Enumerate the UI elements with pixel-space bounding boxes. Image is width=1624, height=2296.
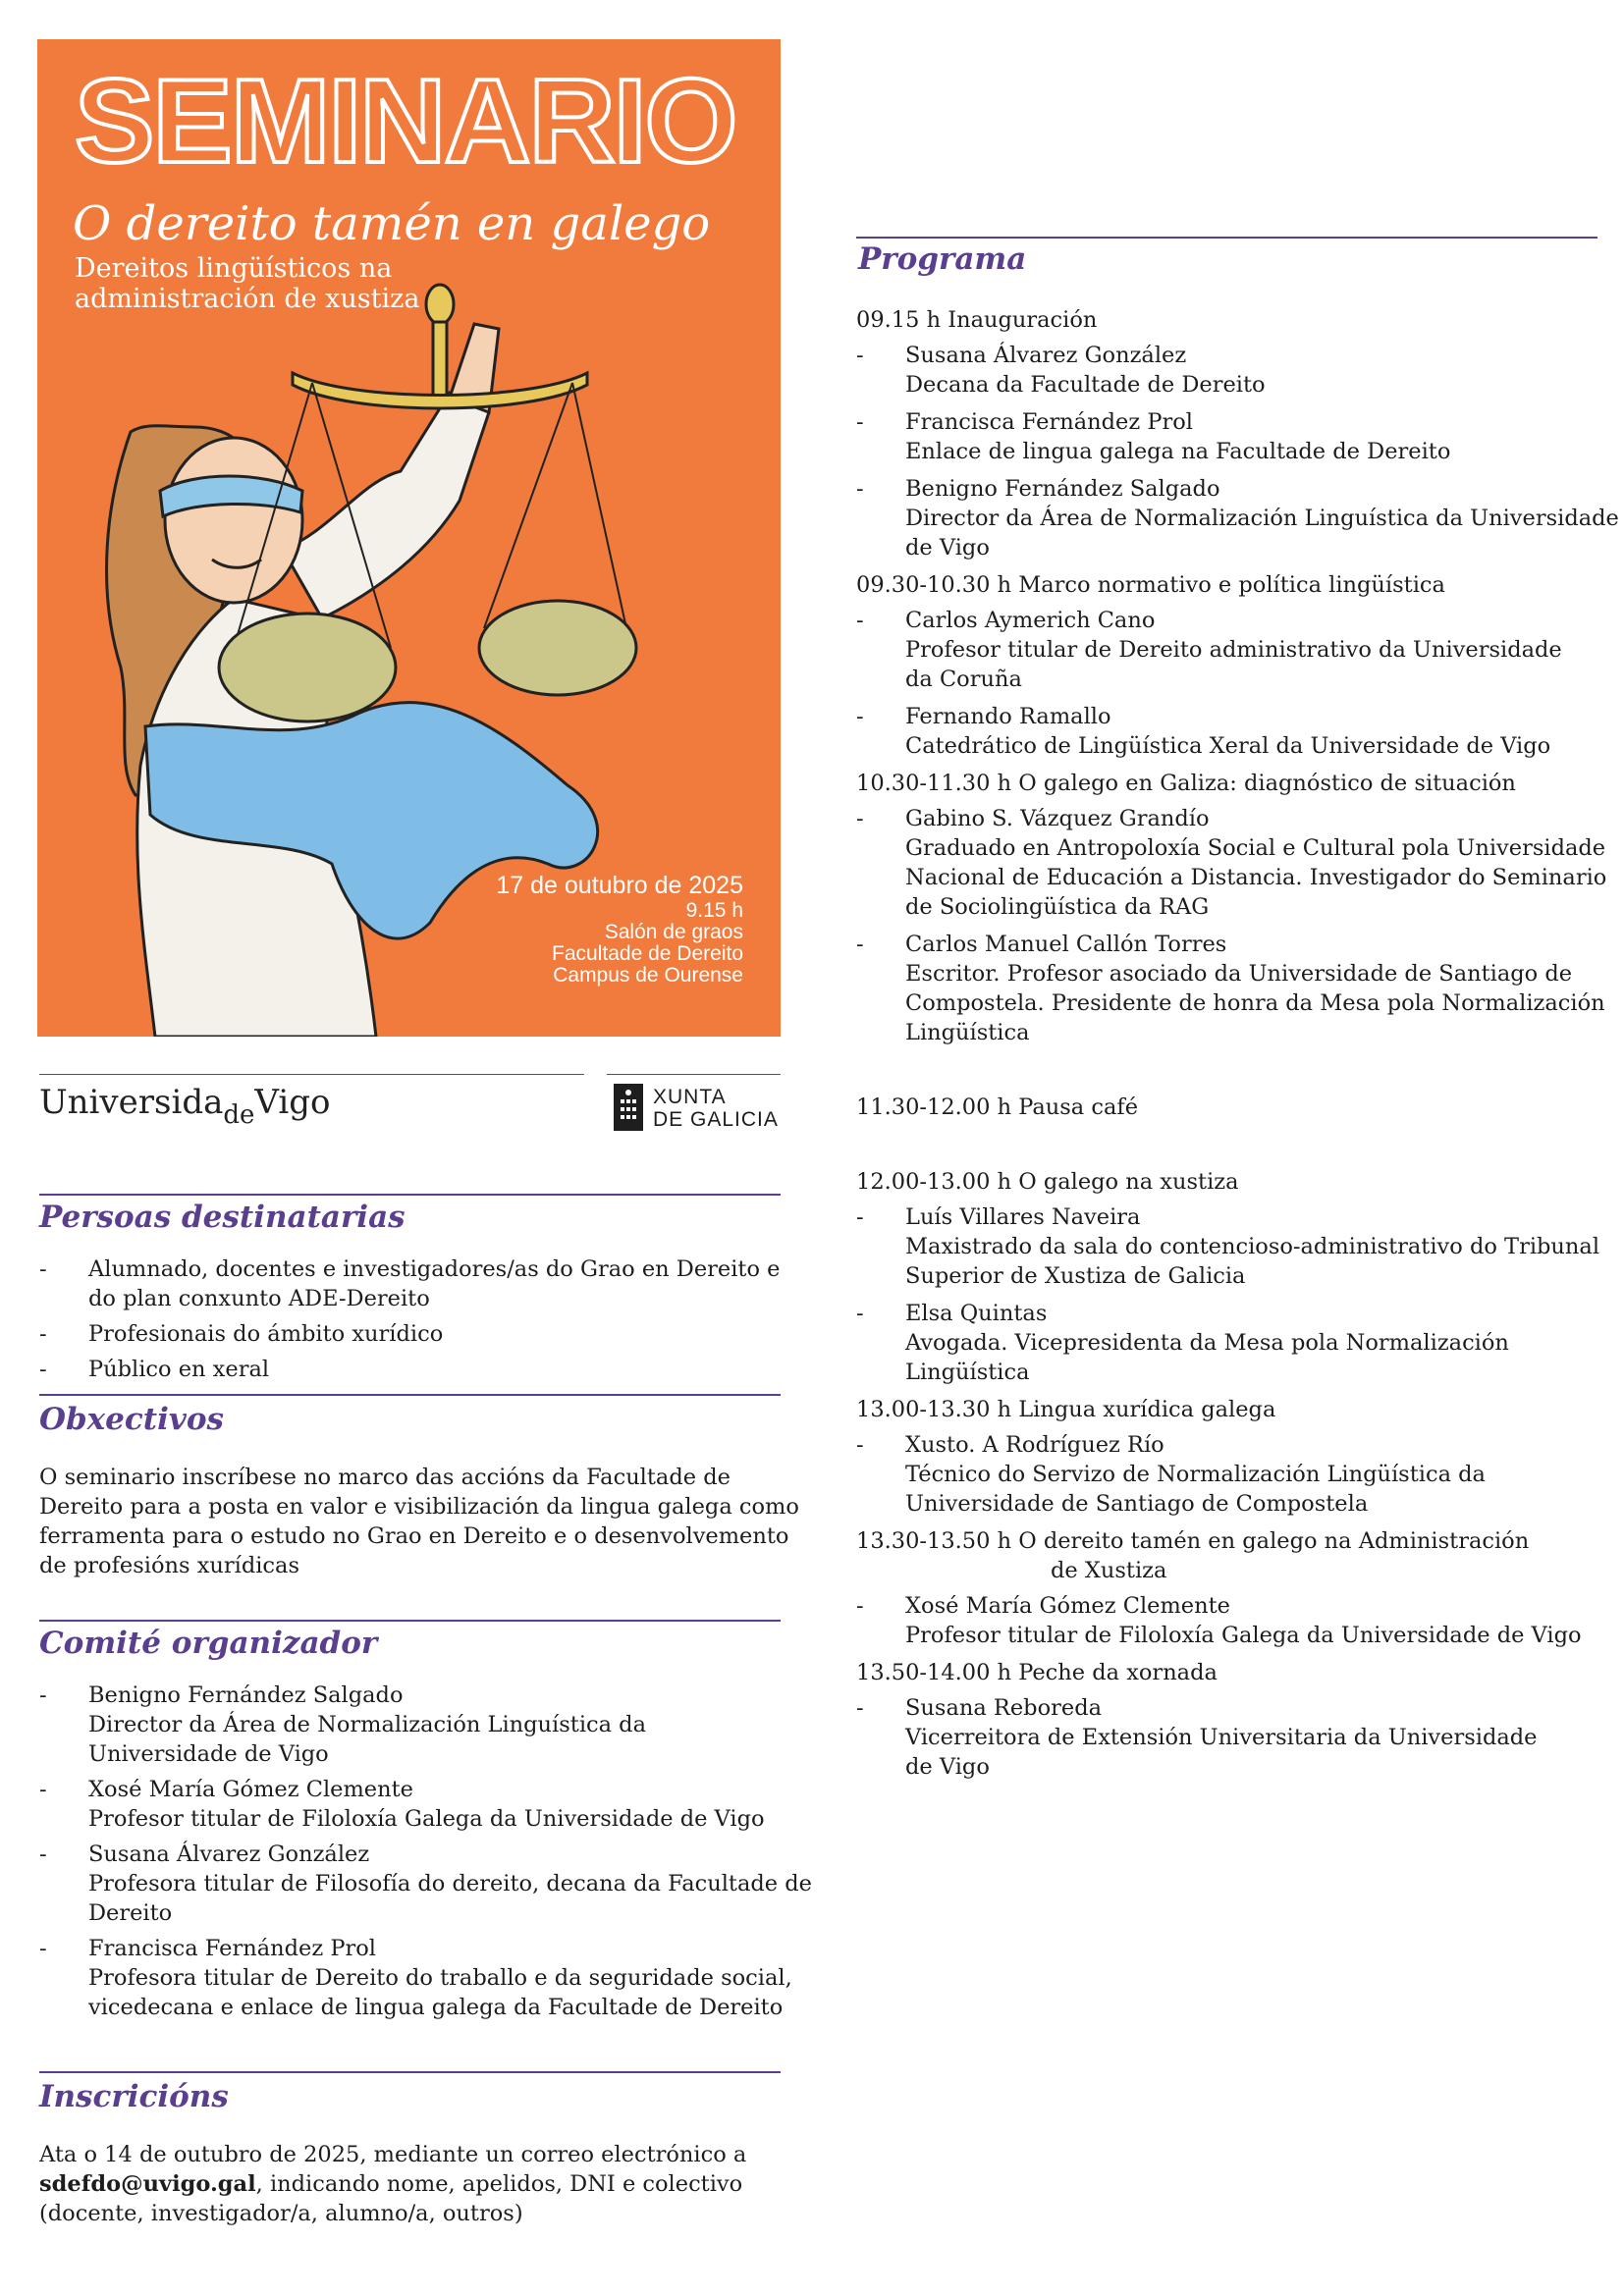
programa-list — [856, 305, 1619, 1782]
inscricions-heading: Inscricións — [39, 2079, 229, 2114]
xunta-crest-icon — [614, 1084, 643, 1131]
logo-divider — [39, 1074, 584, 1075]
slot-title: 13.30-13.50 h O dereito tamén en galego na Administración — [856, 1528, 1530, 1554]
list-item: - Carlos Aymerich Cano Profesor titular de Dereito administrativo da Universidade da Coruña — [856, 608, 1562, 692]
list-item: - Profesionais do ámbito xurídico — [39, 1321, 444, 1347]
obxectivos-heading: Obxectivos — [39, 1402, 224, 1437]
list-item: - Susana Reboreda Vicerreitora de Extensión Universitaria da Universidade de Vigo — [856, 1695, 1538, 1780]
event-room: Salón de graos — [604, 921, 743, 943]
list-item: - Susana Álvarez González Profesora titular de Filosofía do dereito, decana da Facultade de Dereito — [39, 1842, 812, 1926]
poster-title: SEMINARIO — [75, 54, 736, 187]
list-item: - Fernando Ramallo Catedrático de Lingüística Xeral da Universidade de Vigo — [856, 704, 1551, 759]
section-rule — [39, 1620, 781, 1622]
comite-heading: Comité organizador — [39, 1626, 378, 1661]
section-rule — [39, 1394, 781, 1396]
event-date: 17 de outubro de 2025 — [496, 872, 743, 899]
slot-title: 10.30-11.30 h O galego en Galiza: diagnóstico de situación — [856, 771, 1516, 796]
event-time: 9.15 h — [685, 899, 743, 922]
inscricions-text: Ata o 14 de outubro de 2025, mediante un correo electrónico a sdefdo@uvigo.gal, indicando nome, apelidos, DNI e colectivo (docente, investigador/a, alumno/a, outros) — [39, 2142, 747, 2226]
list-item: - Xosé María Gómez Clemente Profesor titular de Filoloxía Galega da Universidade de Vigo — [856, 1593, 1582, 1648]
list-item: - Xosé María Gómez Clemente Profesor titular de Filoloxía Galega da Universidade de Vigo — [39, 1777, 765, 1832]
poster-subtitle: O dereito tamén en galego — [73, 196, 711, 251]
section-rule — [39, 1194, 781, 1196]
obxectivos-text: O seminario inscríbese no marco das accións da Facultade de Dereito para a posta en valor e visibilización da lingua galega como ferramenta para o estudo no Grao en Dereito e o desenvolvemento de profesións xurídicas — [39, 1465, 799, 1578]
slot-title: 09.30-10.30 h Marco normativo e política lingüística — [856, 572, 1445, 598]
list-item: - Xusto. A Rodríguez Río Técnico do Servizo de Normalización Lingüística da Universidade de Santiago de Compostela — [856, 1432, 1486, 1517]
section-rule — [39, 2071, 781, 2073]
email-link[interactable]: sdefdo@uvigo.gal — [39, 2171, 256, 2197]
list-item: - Elsa Quintas Avogada. Vicepresidenta da Mesa pola Normalización Lingüística — [856, 1301, 1509, 1385]
slot-title: 11.30-12.00 h Pausa café — [856, 1095, 1139, 1120]
destinatarias-list — [39, 1255, 780, 1384]
logo-divider — [607, 1074, 781, 1075]
list-item: - Francisca Fernández Prol Enlace de lingua galega na Facultade de Dereito — [856, 409, 1451, 464]
list-item: - Carlos Manuel Callón Torres Escritor. Profesor asociado da Universidade de Santiago de Compostela. Presidente de honra da Mesa pola Normalización Lingüística — [856, 932, 1605, 1045]
list-item: - Susana Álvarez González Decana da Facultade de Dereito — [856, 343, 1266, 398]
uvigo-logo: Universida$_{de}$Vigo — [39, 1083, 331, 1130]
slot-title: 12.00-13.00 h O galego na xustiza — [856, 1169, 1239, 1195]
event-faculty: Facultade de Dereito — [552, 942, 743, 965]
list-item: - Gabino S. Vázquez Grandío Graduado en Antropoloxía Social e Cultural pola Universidade Nacional de Educación a Distancia. Investigador do Seminario de Sociolingüística da RAG — [856, 806, 1607, 920]
slot-title: 13.00-13.30 h Lingua xurídica galega — [856, 1397, 1276, 1422]
destinatarias-heading: Persoas destinatarias — [39, 1200, 406, 1235]
list-item: - Benigno Fernández Salgado Director da Área de Normalización Linguística da Universidade de Vigo — [39, 1682, 647, 1767]
list-item: - Luís Villares Naveira Maxistrado da sala do contencioso-administrativo do Tribunal Superior de Xustiza de Galicia — [856, 1204, 1600, 1289]
slot-title-continued: de Xustiza — [1051, 1558, 1167, 1583]
list-item: - Benigno Fernández Salgado Director da Área de Normalización Linguística da Universidade de Vigo — [856, 476, 1619, 561]
poster — [37, 39, 781, 1037]
slot-title: 13.50-14.00 h Peche da xornada — [856, 1660, 1218, 1685]
slot-title: 09.15 h Inauguración — [856, 307, 1098, 333]
comite-list — [39, 1681, 812, 2022]
list-item: - Público en xeral — [39, 1357, 270, 1382]
list-item: - Alumnado, docentes e investigadores/as do Grao en Dereito e do plan conxunto ADE-Dereito — [39, 1256, 781, 1311]
xunta-logo: XUNTA DE GALICIA — [653, 1086, 779, 1131]
list-item: - Francisca Fernández Prol Profesora titular de Dereito do traballo e da seguridade social, vicedecana e enlace de lingua galega da Facultade de Dereito — [39, 1936, 792, 2020]
event-campus: Campus de Ourense — [553, 964, 743, 987]
poster-subsubtitle: Dereitos lingüísticos na administración de xustiza — [75, 253, 420, 314]
programa-heading: Programa — [858, 241, 1027, 277]
section-rule — [856, 237, 1597, 239]
